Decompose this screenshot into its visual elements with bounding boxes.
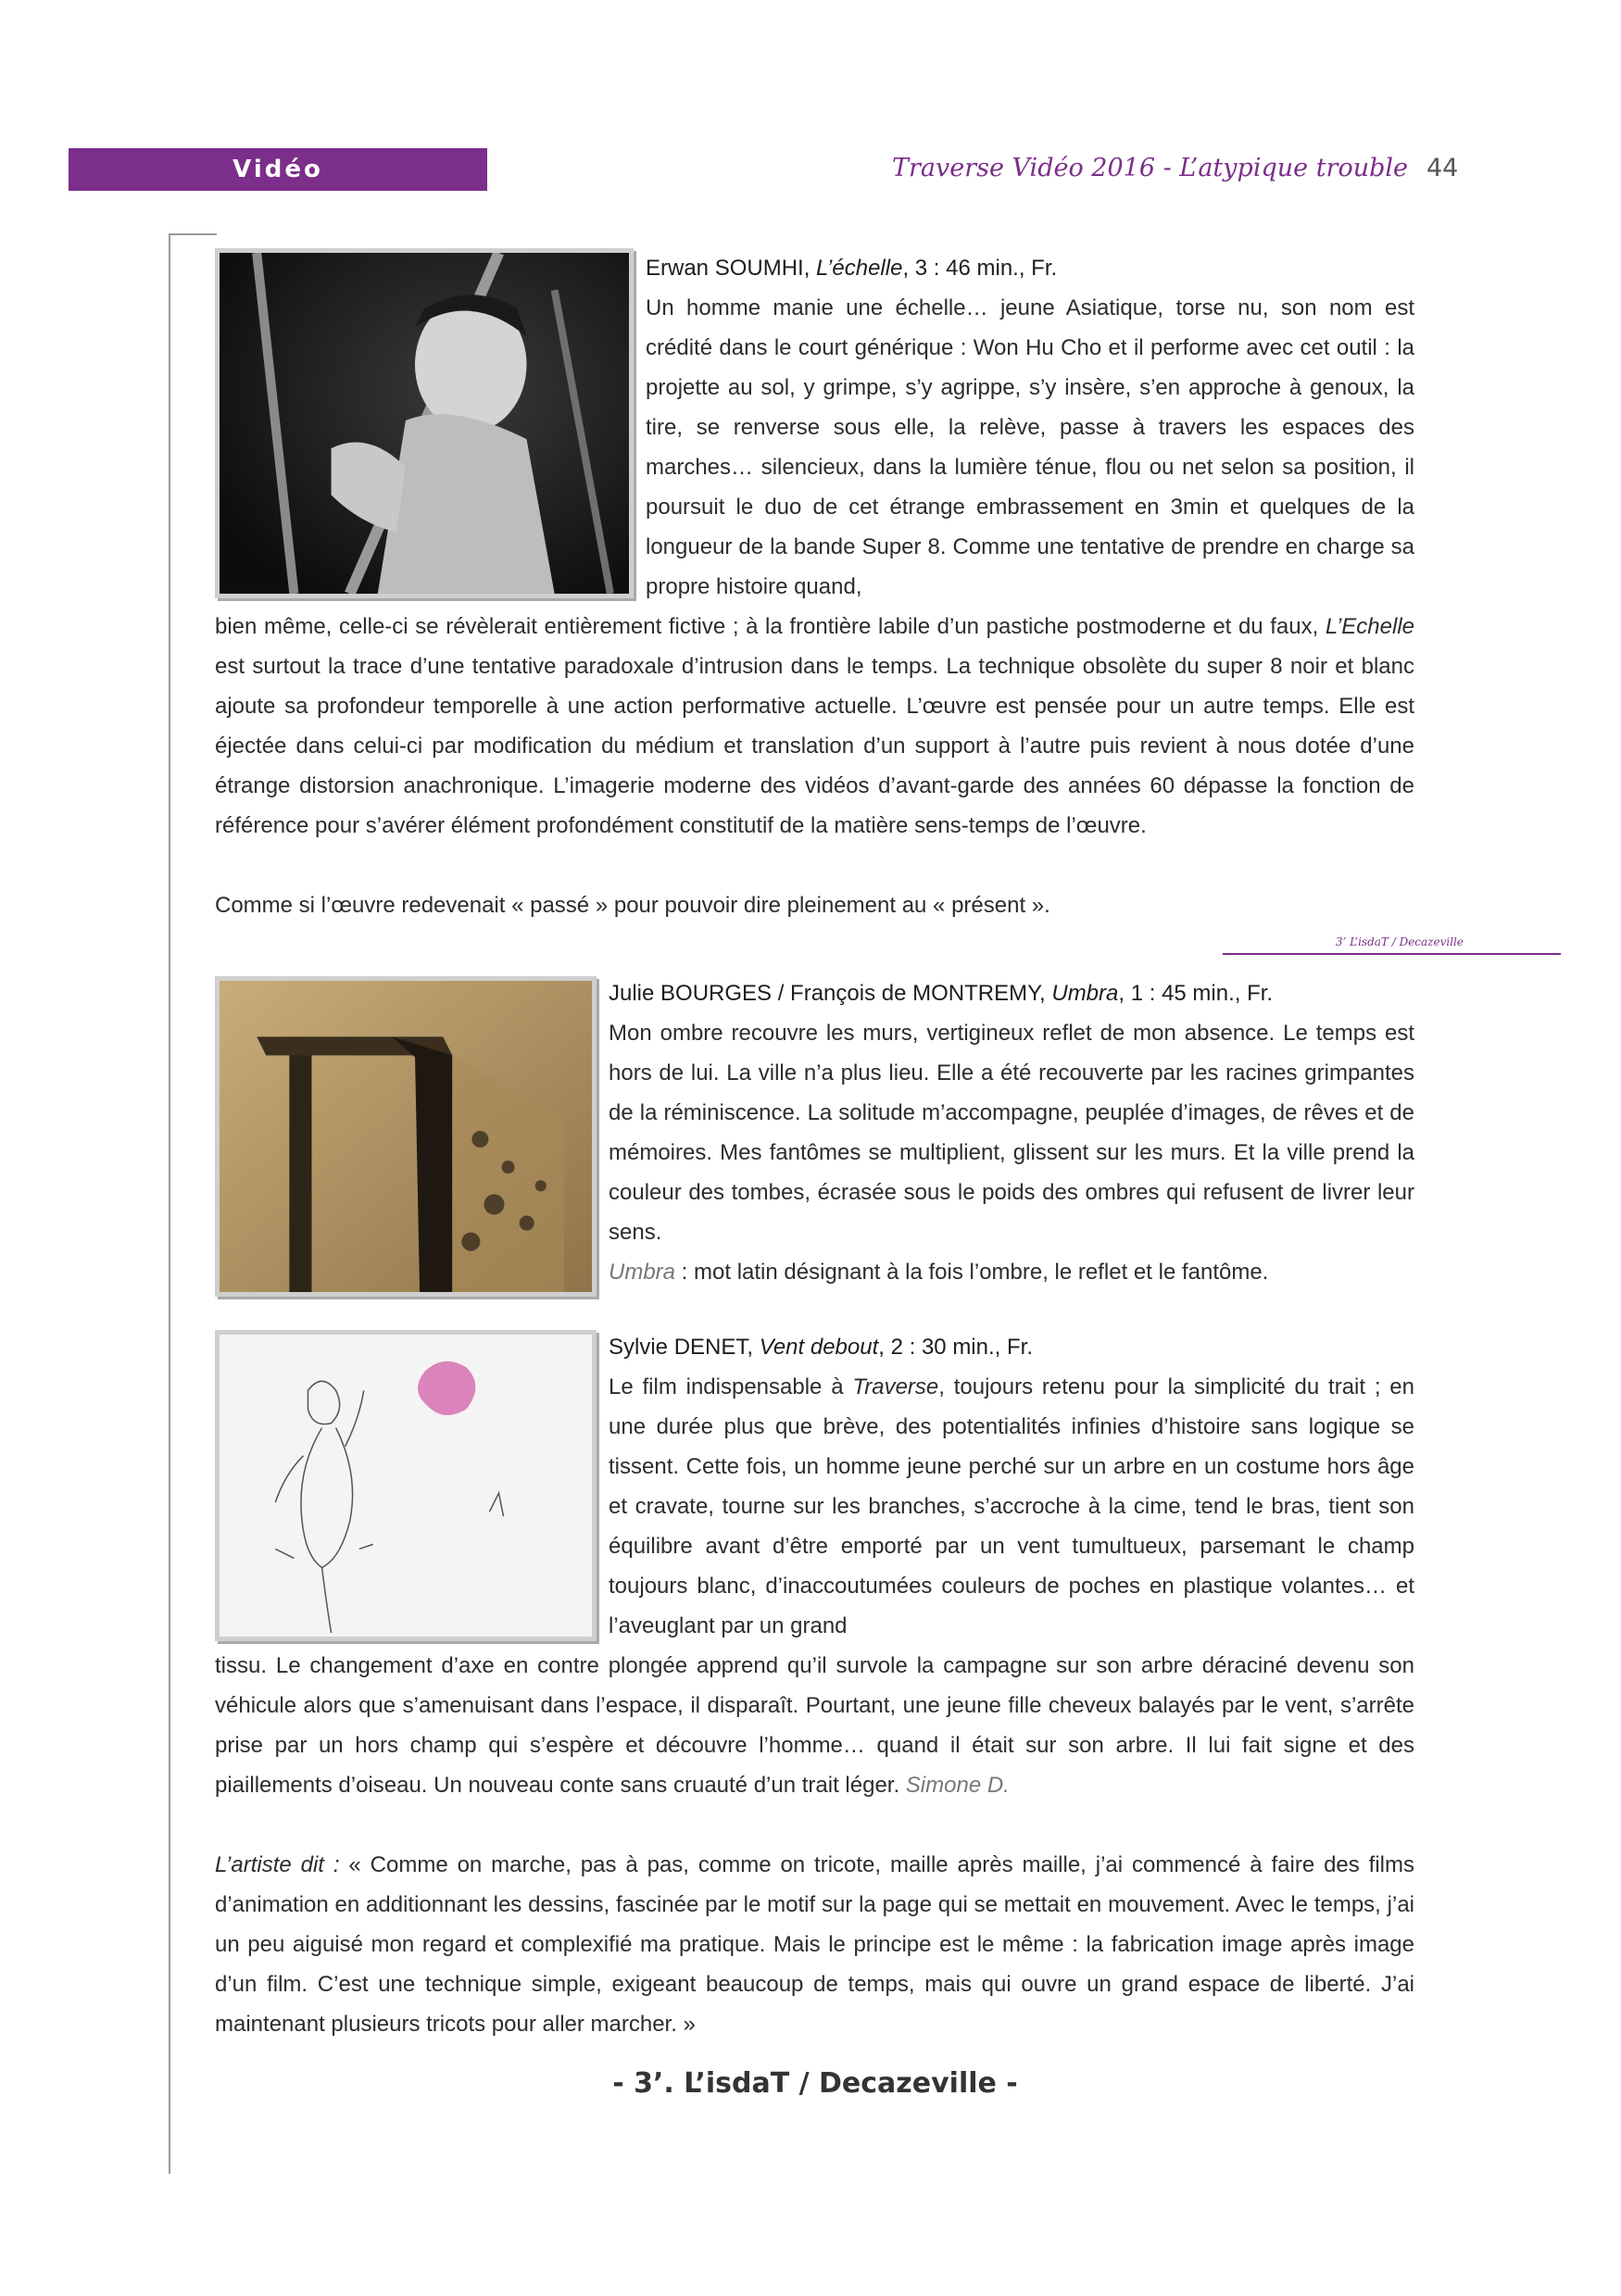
section-footer: - 3’. L’isdaT / Decazeville - xyxy=(612,2067,1018,2100)
running-title: Traverse Vidéo 2016 - L’atypique trouble xyxy=(891,154,1408,182)
margin-rule xyxy=(169,233,170,2174)
section-tab: Vidéo xyxy=(69,148,487,191)
entry-text-echelle-1: Un homme manie une échelle… jeune Asiatique, torse nu, son nom est crédité dans le court générique : Won Hu Cho et il performe avec cet outil : la projette au sol, y grimpe, s’y agrippe, s’y insère, s’en approche à genoux, la tire, se renverse sous elle, la relève, passe à travers les espaces des marches… silencieux, dans la lumière ténue, flou ou net selon sa position, il poursuit le duo de cet étrange embrassement en 3min et quelques de la longueur de la bande Super 8. Comme une tentative de prendre en charge sa propre histoire quand, xyxy=(646,295,1414,599)
still-echelle-art xyxy=(220,253,629,594)
entry-text-vent-debout-1: Le film indispensable à Traverse, toujours retenu pour la simplicité du trait ; en une durée plus que brève, des potentialités infinies d’histoire sans logique se tissent. Cette fois, un homme jeune perché sur un arbre en un costume hors âge et cravate, tourne sur les branches, s’accroche à la cime, tend le bras, tient son équilibre avant d’être emporté par un vent tumultueux, parsemant le champ toujours blanc, d’inaccoutumées couleurs de poches en plastique volantes… et l’aveuglant par un grand xyxy=(609,1374,1414,1638)
page-number: 44 xyxy=(1426,154,1459,182)
credit-note: 3’ L’isdaT / Decazeville xyxy=(1335,935,1464,948)
entry-text-vent-debout-3: L’artiste dit : « Comme on marche, pas à pas, comme on tricote, maille après maille, j’ai commencé à faire des films d’animation en additionnant les dessins, fascinée par le motif sur la page qui se mettait en mouvement. Avec le temps, j’ai un peu aiguisé mon regard et complexifié ma pratique. Mais le principe est le même : la fabrication image après image d’un film. C’est une technique simple, exigeant beaucoup de temps, mais qui ouvre un grand espace de liberté. J’ai maintenant plusieurs tricots pour aller marcher. » xyxy=(215,1852,1415,2037)
credit-rule xyxy=(1223,953,1561,955)
entry-text-umbra-2: Umbra : mot latin désignant à la fois l’ombre, le reflet et le fantôme. xyxy=(609,1260,1269,1285)
entry-text-umbra-1: Mon ombre recouvre les murs, vertigineux reflet de mon absence. Le temps est hors de lui. La ville n’a plus lieu. Elle a été recouverte par les racines grimpantes de la réminiscence. La solitude m’accompagne, peuplée d’images, de rêves et de mémoires. Mes fantômes se multiplient, glissent sur les murs. Et la ville prend la couleur des tombes, écrasée sous le poids des ombres qui refusent de livrer leur sens. xyxy=(609,1021,1414,1245)
entry-text-vent-debout-2: tissu. Le changement d’axe en contre plongée apprend qu’il survole la campagne sur son arbre déraciné devenu son véhicule alors que s’amenuisant dans l’espace, il disparaît. Pourtant, une jeune fille cheveux balayés par le vent, s’arrête prise par un hors champ qui s’espère et découvre l’homme… quand il était sur son arbre. Il lui fait signe et des piaillements d’oiseau. Un nouveau conte sans cruauté d’un trait léger. Simone D. xyxy=(215,1653,1414,1798)
still-image-vent-debout xyxy=(215,1330,597,1641)
margin-rule-top xyxy=(169,233,217,235)
entry-title-umbra: Julie BOURGES / François de MONTREMY, Umbra, 1 : 45 min., Fr. xyxy=(609,981,1274,1006)
still-vent-debout-art xyxy=(220,1335,592,1637)
entry-text-echelle-2: bien même, celle-ci se révèlerait entièrement fictive ; à la frontière labile d’un pastiche postmoderne et du faux, L’Echelle est surtout la trace d’une tentative paradoxale d’intrusion dans le temps. La technique obsolète du super 8 noir et blanc ajoute sa profondeur temporelle à une action performative actuelle. L’œuvre est pensée pour un autre temps. Elle est éjectée dans celui-ci par modification du médium et translation d’un support à l’autre puis revient à nous dotée d’une étrange distorsion anachronique. L’imagerie moderne des vidéos d’avant-garde des années 60 dépasse la fonction de référence pour s’avérer élément profondément constitutif de la matière sens-temps de l’œuvre. xyxy=(215,614,1414,838)
signature: Simone D. xyxy=(905,1773,1010,1798)
still-image-echelle xyxy=(215,248,634,598)
entry-text-echelle-3: Comme si l’œuvre redevenait « passé » pour pouvoir dire pleinement au « présent ». xyxy=(215,893,1050,918)
entry-title-echelle: Erwan SOUMHI, L’échelle, 3 : 46 min., Fr. xyxy=(646,256,1058,281)
still-umbra-art xyxy=(220,981,592,1292)
entry-title-vent-debout: Sylvie DENET, Vent debout, 2 : 30 min., Fr. xyxy=(609,1335,1033,1360)
still-image-umbra xyxy=(215,976,597,1297)
